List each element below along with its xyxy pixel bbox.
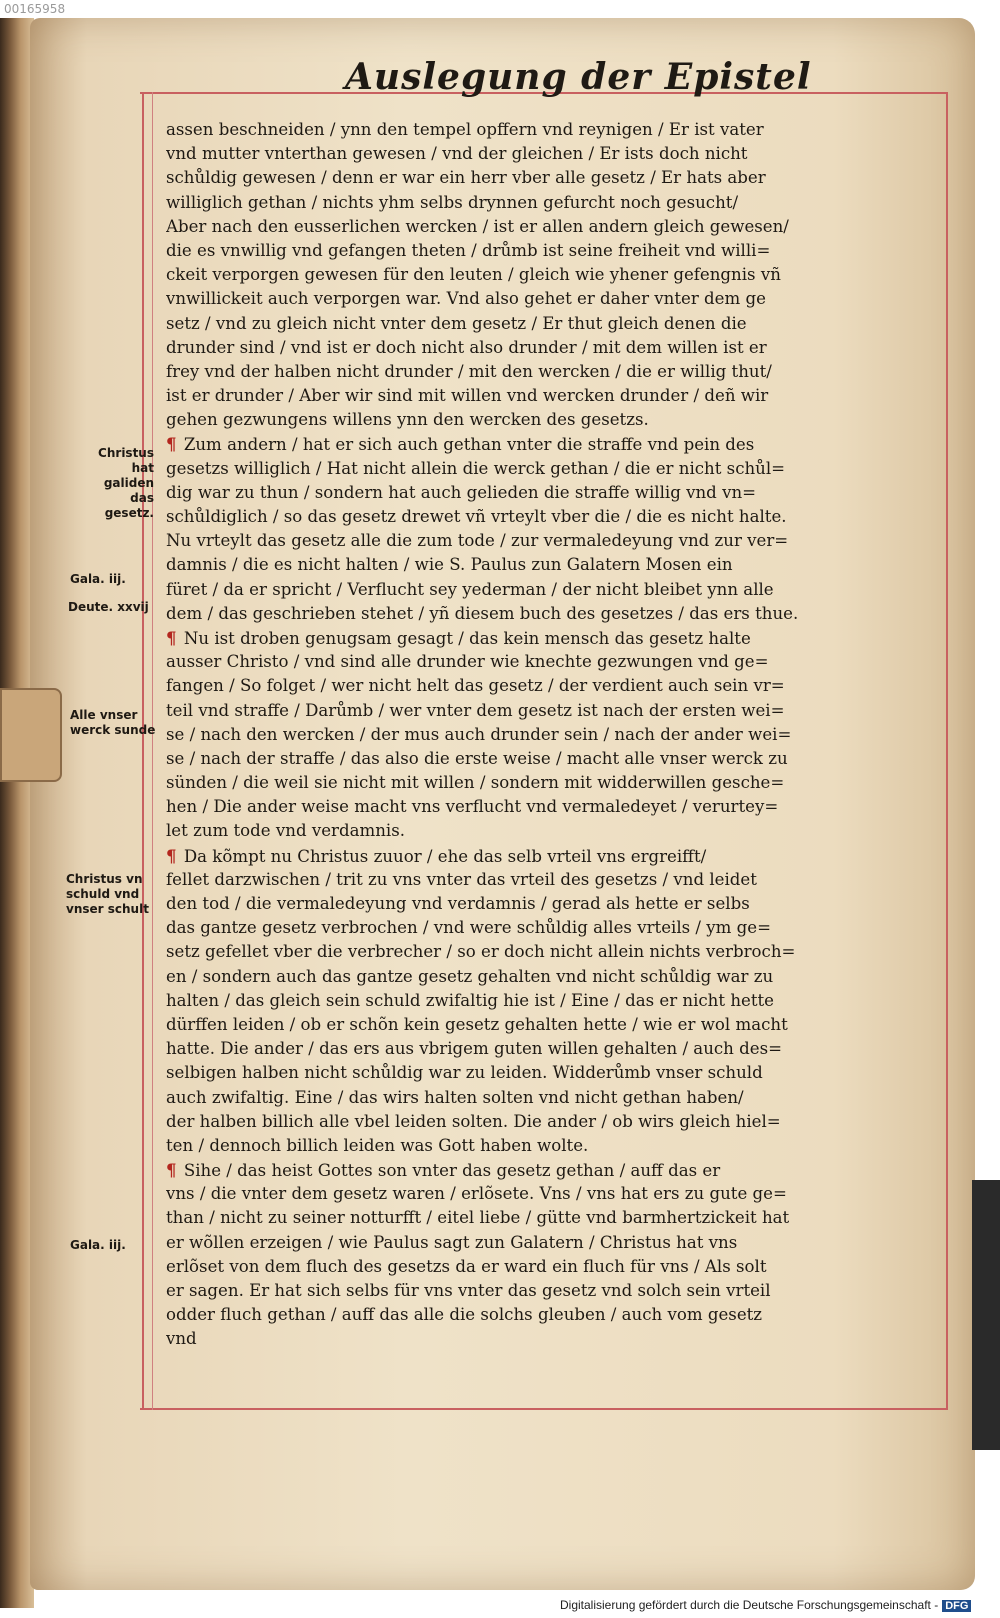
text-line: se / nach den wercken / der mus auch drunder sein / nach der ander wei= xyxy=(166,724,792,744)
text-line: der halben billich alle vbel leiden solten. Die ander / ob wirs gleich hiel= xyxy=(166,1111,781,1131)
text-line: er sagen. Er hat sich selbs für vns vnter das gesetz vnd solch sein vrteil xyxy=(166,1281,771,1300)
text-line: setz / vnd zu gleich nicht vnter dem gesetz / Er thut gleich denen die xyxy=(166,313,747,333)
frame-rule-right xyxy=(946,92,948,1410)
text-line: hen / Die ander weise macht vns verflucht vnd vermaledeyet / verurtey= xyxy=(166,797,779,817)
body-text xyxy=(166,118,946,1352)
paragraph-mark: ¶ xyxy=(166,1160,177,1181)
dfg-logo: DFG xyxy=(942,1600,971,1612)
text-line: Aber nach den eusserlichen wercken / ist er allen andern gleich gewesen/ xyxy=(166,216,789,236)
text-line: fangen / So folget / wer nicht helt das gesetz / der verdient auch sein vr= xyxy=(166,676,785,696)
frame-rule-left xyxy=(142,92,144,1410)
text-line: gesetzs williglich / Hat nicht allein die werck gethan / die er nicht schůl= xyxy=(166,458,786,478)
text-line: ¶ Nu ist droben genugsam gesagt / das kein mensch das gesetz halte xyxy=(166,627,751,648)
margin-note-gala-2: Gala. iij. xyxy=(70,1238,126,1252)
paragraph-mark: ¶ xyxy=(166,627,177,648)
text-line: er wõllen erzeigen / wie Paulus sagt zun Galatern / Christus hat vns xyxy=(166,1232,738,1252)
text-line: schůldig gewesen / denn er war ein herr vber alle gesetz / Er hats aber xyxy=(166,168,766,188)
text-line: ¶ Da kõmpt nu Christus zuuor / ehe das selb vrteil vns ergreifft/ xyxy=(166,845,707,866)
margin-note-deute: Deute. xxvij xyxy=(68,600,149,614)
text-line: damnis / die es nicht halten / wie S. Paulus zun Galatern Mosen ein xyxy=(166,555,733,575)
margin-note-christus-gesetz: Christus hat galiden das gesetz. xyxy=(98,446,154,520)
page-title: Auslegung der Epistel xyxy=(345,56,812,98)
text-line: setz gefellet vber die verbrecher / so er doch nicht allein nichts verbroch= xyxy=(166,942,796,962)
footer-text: Digitalisierung gefördert durch die Deutsche Forschungsgemeinschaft - xyxy=(560,1598,939,1612)
text-line: selbigen halben nicht schůldig war zu leiden. Widderůmb vnser schuld xyxy=(166,1063,763,1083)
text-line: fellet darzwischen / trit zu vns vnter das vrteil des gesetzs / vnd leidet xyxy=(166,869,757,889)
frame-rule-left-inner xyxy=(152,92,153,1410)
text-line: vnwillickeit auch verporgen war. Vnd also gehet er daher vnter dem ge xyxy=(166,289,766,309)
next-page-edge xyxy=(972,1180,1000,1450)
text-line: halten / das gleich sein schuld zwifaltig hie ist / Eine / das er nicht hette xyxy=(166,990,774,1010)
text-line: das gantze gesetz verbrochen / vnd were schůldig alles vrteils / ym ge= xyxy=(166,918,772,938)
text-line: erlõset von dem fluch des gesetzs da er ward ein fluch für vns / Als solt xyxy=(166,1256,767,1276)
margin-note-christus-schuld: Christus vn schuld vnd vnser schult xyxy=(66,872,149,916)
text-line: vns / die vnter dem gesetz waren / erlõsete. Vns / vns hat ers zu gute ge= xyxy=(166,1184,787,1204)
text-line: vnd xyxy=(166,1329,197,1349)
frame-rule-bottom xyxy=(140,1408,948,1410)
text-line: teil vnd straffe / Darůmb / wer vnter dem gesetz ist nach der ersten wei= xyxy=(166,700,785,720)
footer-credit xyxy=(560,1598,971,1612)
text-line: se / nach der straffe / das also die erste weise / macht alle vnser werck zu xyxy=(166,748,788,768)
text-line: ausser Christo / vnd sind alle drunder wie knechte gezwungen vnd ge= xyxy=(166,652,769,672)
text-line: williglich gethan / nichts yhm selbs drynnen gefurcht noch gesucht/ xyxy=(166,192,739,212)
text-line: auch zwifaltig. Eine / das wirs halten solten vnd nicht gethan haben/ xyxy=(166,1087,744,1107)
text-line: drunder sind / vnd ist er doch nicht also drunder / mit dem willen ist er xyxy=(166,337,767,357)
text-line: Nu vrteylt das gesetz alle die zum tode / zur vermaledeyung vnd zur ver= xyxy=(166,531,789,551)
text-line: hatte. Die ander / das ers aus vbrigem guten willen gehalten / auch des= xyxy=(166,1039,783,1059)
text-line: gehen gezwungens willens ynn den wercken des gesetzs. xyxy=(166,410,649,430)
text-line: odder fluch gethan / auff das alle die solchs gleuben / auch vom gesetz xyxy=(166,1305,763,1325)
text-line: en / sondern auch das gantze gesetz gehalten vnd nicht schůldig war zu xyxy=(166,966,774,986)
text-line: ist er drunder / Aber wir sind mit willen vnd wercken drunder / deñ wir xyxy=(166,386,769,406)
text-line: than / nicht zu seiner notturfft / eitel liebe / gütte vnd barmhertzickeit hat xyxy=(166,1208,790,1228)
scan-signature: 00165958 xyxy=(4,2,66,16)
margin-note-gala: Gala. iij. xyxy=(70,572,126,586)
text-line: den tod / die vermaledeyung vnd verdamnis / gerad als hette er selbs xyxy=(166,894,750,913)
text-line: die es vnwillig vnd gefangen theten / drůmb ist seine freiheit vnd willi= xyxy=(166,240,771,260)
book-edge xyxy=(0,18,34,1608)
text-line: dem / das geschrieben stehet / yñ diesem buch des gesetzes / das ers thue. xyxy=(166,603,799,623)
text-line: ten / dennoch billich leiden was Gott haben wolte. xyxy=(166,1135,589,1155)
text-line: frey vnd der halben nicht drunder / mit den wercken / die er willig thut/ xyxy=(166,361,772,381)
page-tab-marker xyxy=(0,688,62,782)
text-line: dig war zu thun / sondern hat auch gelieden die straffe willig vnd vn= xyxy=(166,482,757,502)
paragraph-mark: ¶ xyxy=(166,434,177,455)
text-line: dürffen leiden / ob er schõn kein gesetz gehalten hette / wie er wol macht xyxy=(166,1014,788,1034)
paragraph-mark: ¶ xyxy=(166,845,177,866)
margin-note-werck-sunde: Alle vnser werck sunde xyxy=(70,708,156,737)
text-line: vnd mutter vnterthan gewesen / vnd der gleichen / Er ists doch nicht xyxy=(166,144,748,164)
text-line: ¶ Zum andern / hat er sich auch gethan vnter die straffe vnd pein des xyxy=(166,434,755,455)
text-line: ckeit verporgen gewesen für den leuten / gleich wie yhener gefengnis vñ xyxy=(166,265,781,285)
text-line: let zum tode vnd verdamnis. xyxy=(166,821,406,841)
text-line: schůldiglich / so das gesetz drewet vñ vrteylt vber die / die es nicht halte. xyxy=(166,507,787,526)
text-line: füret / da er spricht / Verflucht sey yederman / der nicht bleibet ynn alle xyxy=(166,579,774,599)
text-line: assen beschneiden / ynn den tempel opffern vnd reynigen / Er ist vater xyxy=(166,120,764,139)
text-line: sünden / die weil sie nicht mit willen / sondern mit widderwillen gesche= xyxy=(166,773,785,793)
text-line: ¶ Sihe / das heist Gottes son vnter das gesetz gethan / auff das er xyxy=(166,1160,721,1181)
